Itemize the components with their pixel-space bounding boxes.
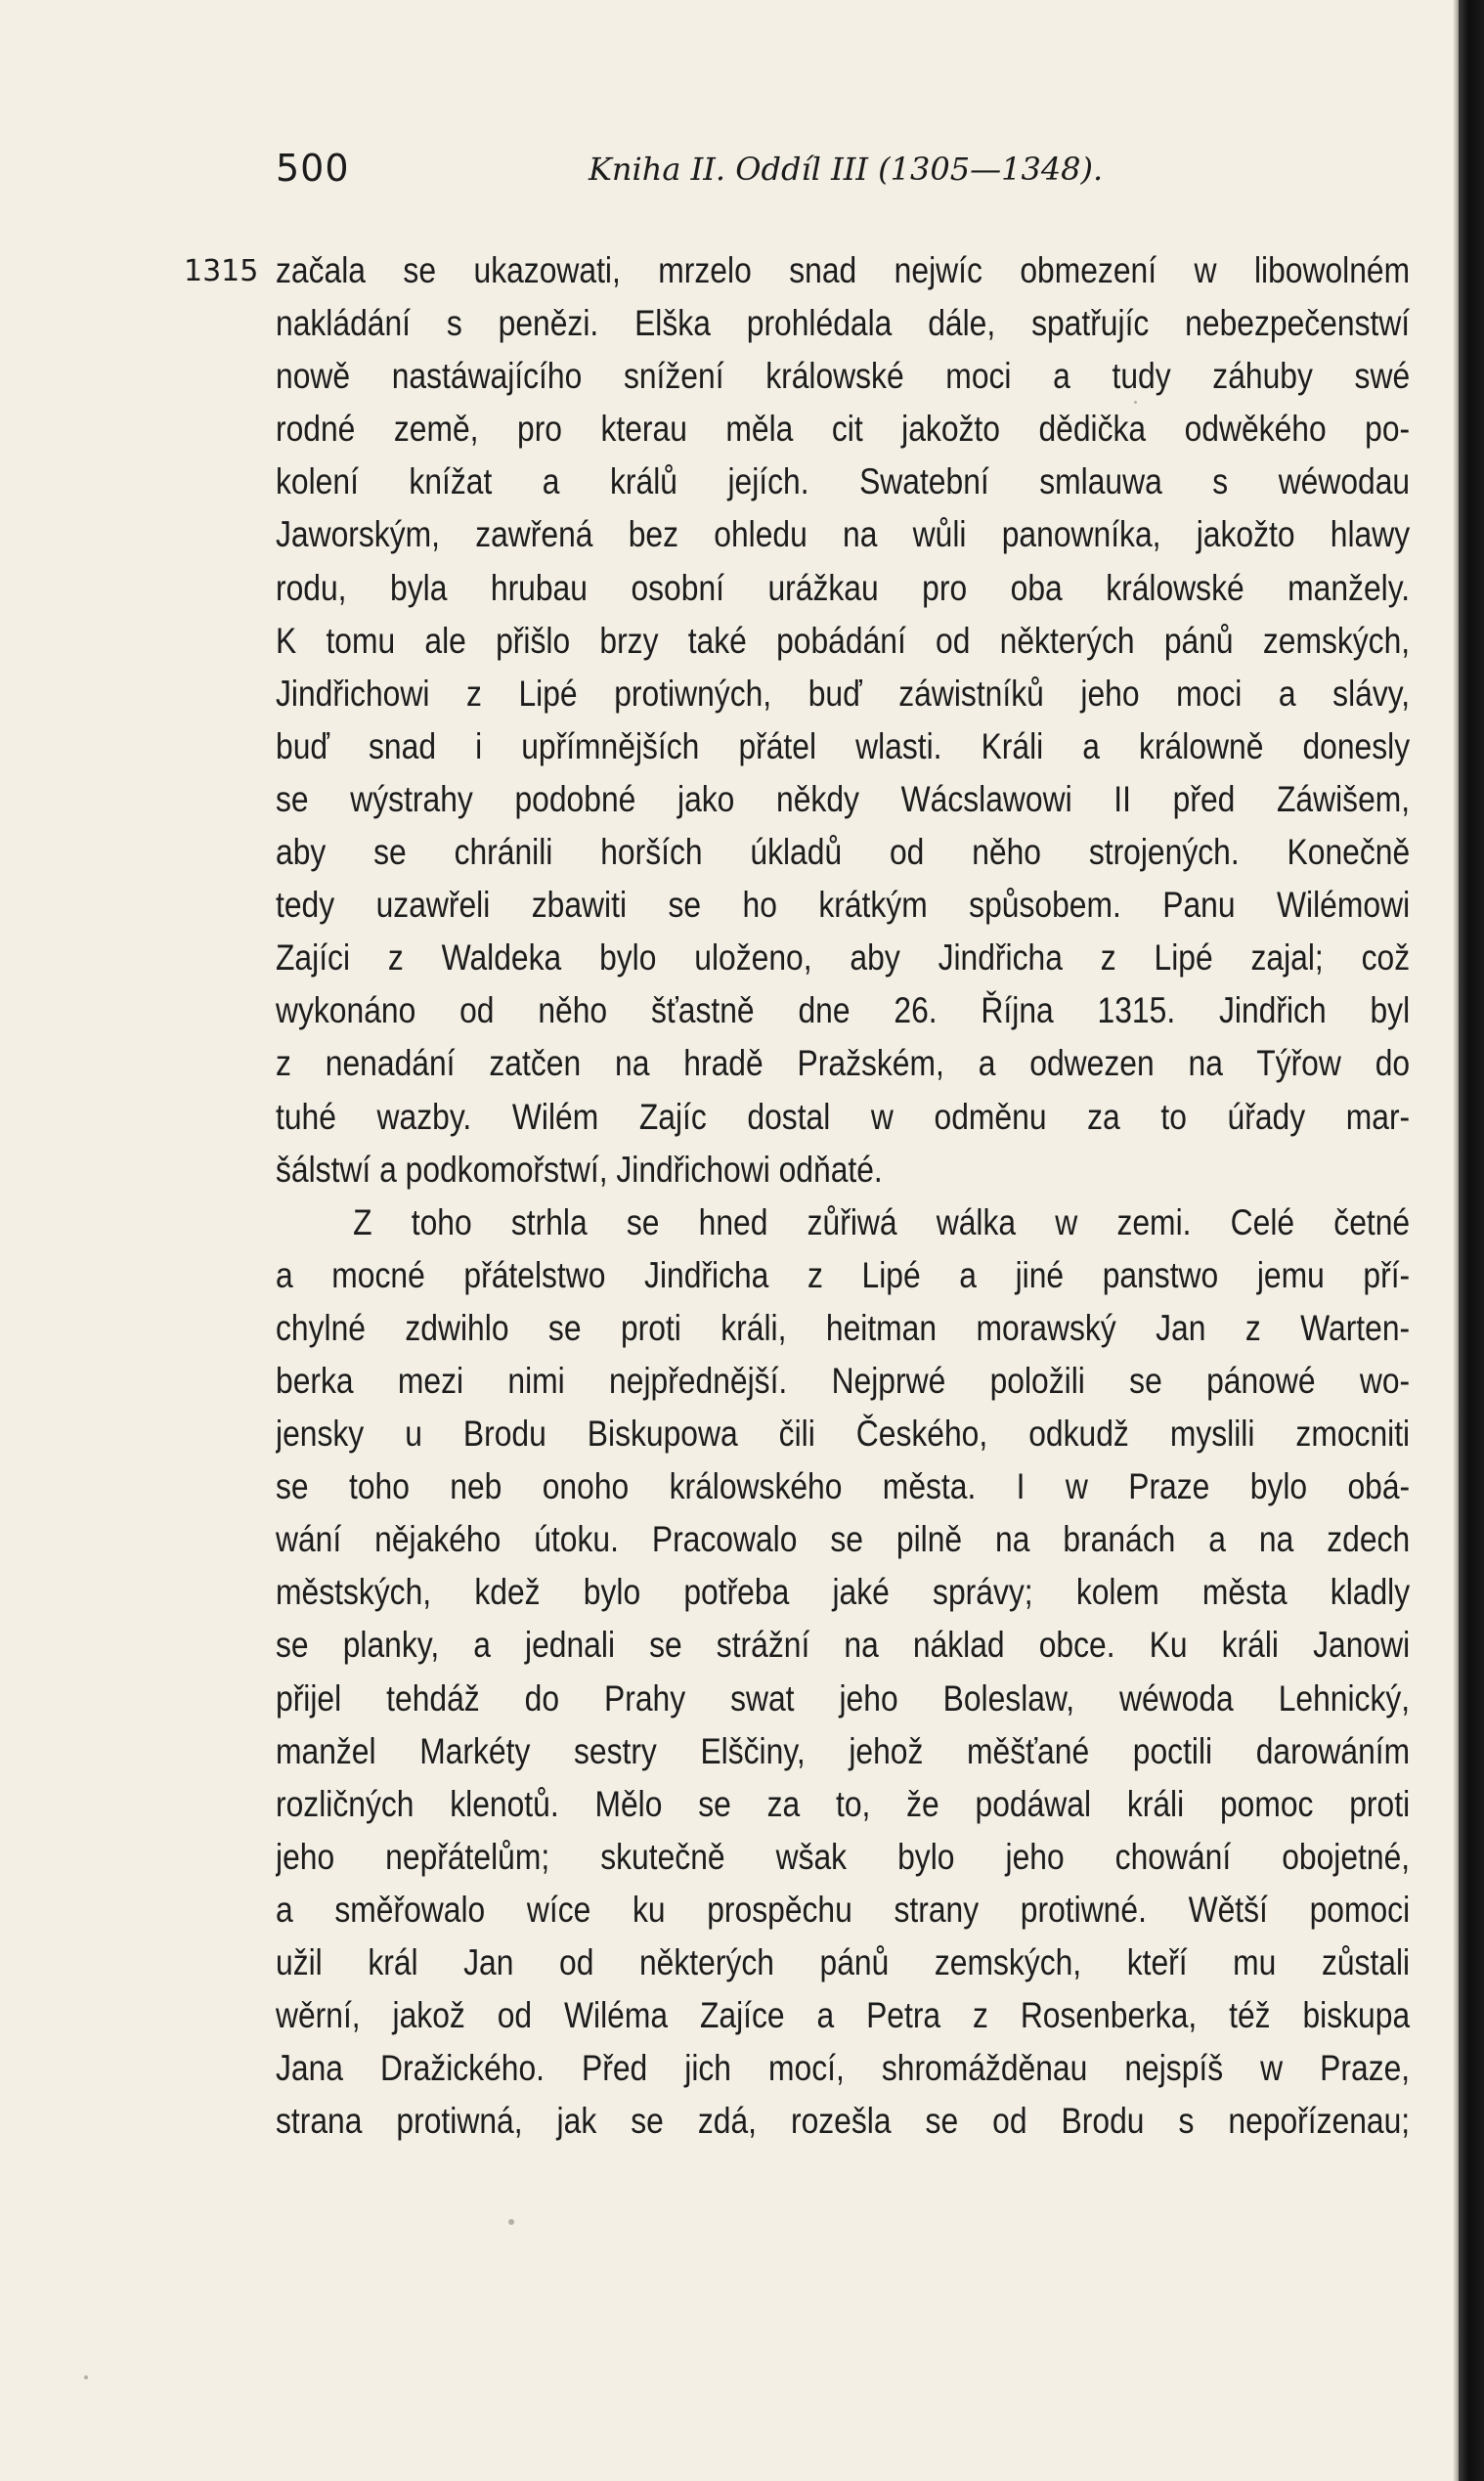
text-line: rodné země, pro kterau měla cit jakožto dědička odwěkého po- (276, 409, 1411, 450)
binding-edge (1459, 0, 1484, 2481)
text-line: jensky u Brodu Biskupowa čili Českého, odkudž myslili zmocniti (276, 1414, 1411, 1455)
text-line: berka mezi nimi nejpřednější. Nejprwé položili se pánowé wo- (276, 1360, 1411, 1401)
text-line: nowě nastáwajícího snížení králowské moci a tudy záhuby swé (276, 356, 1411, 397)
text-line: rodu, byla hrubau osobní urážkau pro oba králowské manžely. (276, 567, 1411, 608)
text-line: kolení knížat a králů jejích. Swatební smlauwa s wéwodau (276, 461, 1411, 502)
text-line: K tomu ale přišlo brzy také pobádání od některých pánů zemských, (276, 620, 1411, 661)
text-line: wání nějakého útoku. Pracowalo se pilně na branách a na zdech (276, 1519, 1411, 1560)
paragraph-end-line: šálstwí a podkomořstwí, Jindřichowi odňaté. (276, 1149, 883, 1190)
paper-speck (84, 2375, 88, 2379)
paragraph-start-line: Z toho strhla se hned zůřiwá wálka w zemi. Celé četné (353, 1201, 1411, 1242)
page-header (276, 147, 1419, 205)
margin-year-note: 1315 (184, 254, 259, 288)
text-line: užil král Jan od některých pánů zemských, kteří mu zůstali (276, 1942, 1411, 1982)
text-line: rozličných klenotů. Mělo se za to, že podáwal králi pomoc proti (276, 1783, 1411, 1824)
paper-speck (1134, 401, 1137, 404)
text-line: Zajíci z Waldeka bylo uloženo, aby Jindřicha z Lipé zajal; což (276, 937, 1411, 979)
text-line: jeho nepřátelům; skutečně wšak bylo jeho chowání obojetné, (276, 1836, 1411, 1877)
text-line: tuhé wazby. Wilém Zajíc dostal w odměnu za to úřady mar- (276, 1096, 1411, 1137)
text-line: manžel Markéty sestry Elščiny, jehož měšťané poctili darowáním (276, 1730, 1411, 1771)
text-line: a mocné přátelstwo Jindřicha z Lipé a jiné panstwo jemu pří- (276, 1254, 1411, 1295)
text-line: městských, kdež bylo potřeba jaké správy; kolem města kladly (276, 1572, 1411, 1613)
text-line: Jindřichowi z Lipé protiwných, buď záwistníků jeho moci a slávy, (276, 673, 1411, 714)
text-line: aby se chránili horších úkladů od něho strojených. Konečně (276, 832, 1411, 873)
body-text (276, 244, 1410, 2148)
text-line: Jana Dražického. Před jich mocí, shromážděnau nejspíš w Praze, (276, 2048, 1411, 2089)
text-line: se toho neb onoho králowského města. I w Praze bylo obá- (276, 1466, 1411, 1507)
text-line: a směřowalo wíce ku prospěchu strany protiwné. Wětší pomoci (276, 1889, 1411, 1930)
paper-speck (508, 2219, 514, 2225)
text-line: přijel tehdáž do Prahy swat jeho Boleslaw, wéwoda Lehnický, (276, 1677, 1411, 1719)
text-line: Jaworským, zawřená bez ohledu na wůli panowníka, jakožto hlawy (276, 514, 1411, 555)
page-number: 500 (276, 147, 350, 190)
text-line: wěrní, jakož od Wiléma Zajíce a Petra z Rosenberka, též biskupa (276, 1995, 1411, 2036)
text-line: se wýstrahy podobné jako někdy Wácslawowi II před Záwišem, (276, 778, 1411, 819)
text-line: strana protiwná, jak se zdá, rozešla se od Brodu s nepořízenau; (276, 2101, 1411, 2142)
text-line: začala se ukazowati, mrzelo snad nejwíc obmezení w libowolném (276, 250, 1411, 290)
text-line: chylné zdwihlo se proti králi, heitman morawský Jan z Warten- (276, 1307, 1411, 1348)
text-line: buď snad i upřímnějších přátel wlasti. Králi a králowně donesly (276, 725, 1411, 766)
text-line: wykonáno od něho šťastně dne 26. Října 1315. Jindřich byl (276, 990, 1411, 1031)
text-line: se planky, a jednali se strážní na náklad obce. Ku králi Janowi (276, 1625, 1411, 1666)
running-title: Kniha II. Oddíl III (1305—1348). (589, 151, 1104, 188)
text-line: nakládání s penězi. Elška prohlédala dále, spatřujíc nebezpečenstwí (276, 303, 1411, 344)
text-line: tedy uzawřeli zbawiti se ho krátkým spůsobem. Panu Wilémowi (276, 885, 1411, 926)
text-line: z nenadání zatčen na hradě Pražském, a odwezen na Týřow do (276, 1043, 1411, 1084)
